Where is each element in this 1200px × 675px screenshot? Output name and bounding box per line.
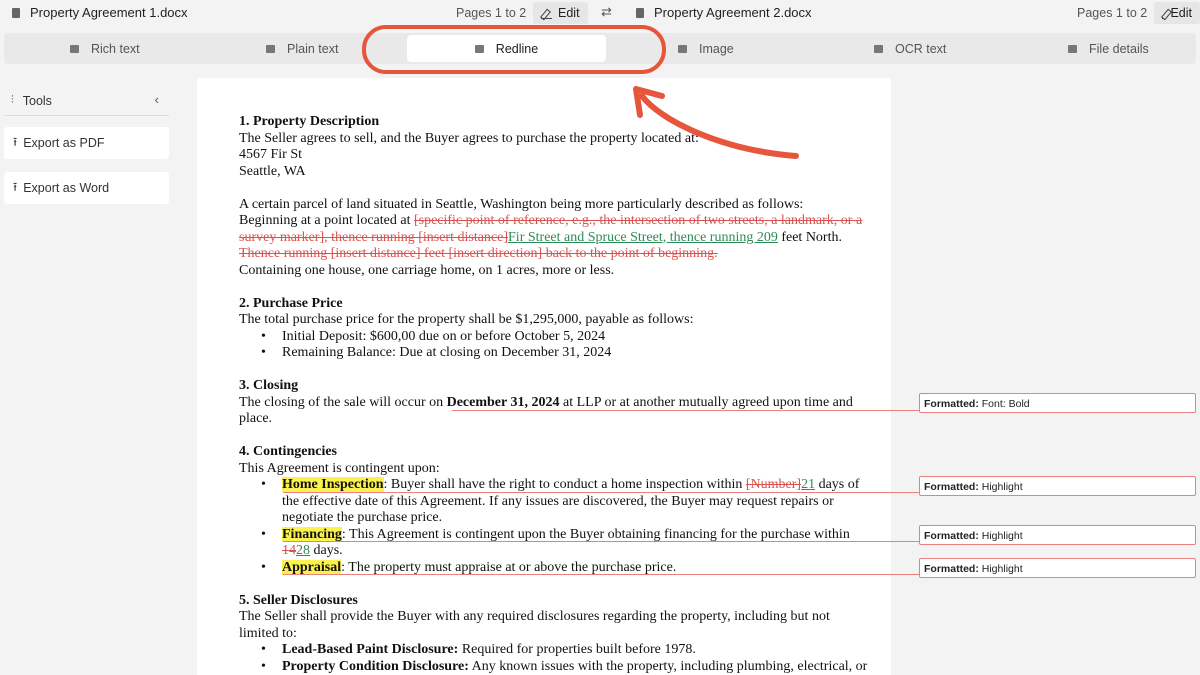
text: : Buyer shall have the right to conduct a home inspection within — [383, 477, 746, 492]
highlighted-label: Home Inspection — [282, 477, 384, 492]
comment-label: Formatted: — [924, 481, 979, 493]
text: Any known issues with the property, including plumbing, electrical, or — [468, 658, 868, 674]
tools-label: Tools — [22, 93, 52, 108]
text: Beginning at a point located at — [239, 213, 414, 228]
highlighted-label: Appraisal — [282, 559, 342, 575]
inserted-text: 21 — [801, 477, 816, 492]
comment-text: Highlight — [978, 481, 1023, 493]
sliders-icon: ⫶ — [11, 94, 14, 106]
upload-icon: ⭱ — [13, 179, 18, 194]
text: days of — [815, 477, 860, 492]
comment-label: Formatted: — [924, 563, 979, 575]
tab-label: Plain text — [287, 41, 339, 56]
bullet-continuation: the effective date of this Agreement. If any issues are discovered, the Buyer may request repairs or — [282, 493, 834, 509]
section-heading: 2. Purchase Price — [239, 295, 343, 311]
tab-label: Rich text — [91, 41, 140, 56]
comment-text: Highlight — [978, 530, 1023, 542]
swap-icon[interactable]: ⇄ — [601, 4, 612, 19]
bullet-item: • Remaining Balance: Due at closing on December 31, 2024 — [239, 345, 879, 362]
bold-date: December 31, 2024 — [446, 394, 560, 410]
upload-icon: ⭱ — [13, 134, 18, 149]
left-document-name: Property Agreement 1.docx — [30, 5, 188, 20]
bold-label: Property Condition Disclosure: — [282, 658, 469, 674]
export-word-label: Export as Word — [23, 181, 110, 195]
text: Required for properties built before 1978. — [458, 642, 696, 657]
text: feet North. — [777, 229, 842, 245]
paragraph-line: A certain parcel of land situated in Seattle, Washington being more particularly described as follows: — [239, 196, 804, 212]
deleted-text: 14 — [282, 543, 296, 558]
bullet-item: • Initial Deposit: $600,00 due on or before October 5, 2024 — [239, 329, 879, 346]
paragraph-line: Seattle, WA — [239, 163, 306, 179]
right-document-name: Property Agreement 2.docx — [654, 5, 812, 20]
tab-label: File details — [1089, 41, 1149, 56]
comment-label: Formatted: — [924, 530, 979, 542]
export-pdf-label: Export as PDF — [23, 136, 105, 150]
chevron-left-icon[interactable]: ‹ — [154, 92, 159, 107]
paragraph-line: Containing one house, one carriage home, on 1 acres, more or less. — [239, 262, 615, 278]
inserted-text: Fir Street and Spruce Street, thence running 209 — [508, 229, 778, 245]
text: : The property must appraise at or above the purchase price. — [341, 559, 677, 575]
tab-label: Image — [699, 41, 734, 56]
comment-text: Highlight — [978, 563, 1023, 575]
section-heading: 1. Property Description — [239, 114, 380, 129]
text: days. — [310, 543, 343, 558]
highlighted-label: Financing — [282, 526, 342, 542]
paragraph-line: place. — [239, 411, 273, 426]
section-heading: 5. Seller Disclosures — [239, 592, 358, 608]
deleted-text: Thence running [insert distance] feet [insert direction] back to the point of beginning. — [239, 246, 718, 261]
paragraph-line: The Seller shall provide the Buyer with any required disclosures regarding the property, including but not — [239, 609, 830, 624]
paragraph-line: This Agreement is contingent upon: — [239, 460, 440, 476]
comment-text: Font: Bold — [978, 398, 1030, 410]
text: The closing of the sale will occur on — [239, 394, 447, 410]
tab-label: OCR text — [895, 41, 947, 56]
deleted-text: [Number] — [745, 477, 802, 492]
left-pages-range[interactable]: Pages 1 to 2 — [456, 6, 527, 20]
text: at LLP or at another mutually agreed upon time and — [559, 394, 853, 410]
paragraph-line: limited to: — [239, 625, 297, 641]
paragraph-line: The total purchase price for the property shall be $1,295,000, payable as follows: — [239, 312, 694, 327]
text: : This Agreement is contingent upon the Buyer obtaining financing for the purchase within — [341, 526, 850, 542]
bold-label: Lead-Based Paint Disclosure: — [282, 642, 459, 657]
section-heading: 4. Contingencies — [239, 444, 337, 459]
tab-label: Redline — [495, 41, 539, 56]
right-edit-label: Edit — [1170, 6, 1192, 20]
right-pages-range[interactable]: Pages 1 to 2 — [1077, 6, 1148, 20]
section-heading: 3. Closing — [239, 378, 299, 393]
inserted-text: 28 — [296, 543, 310, 558]
left-edit-label: Edit — [558, 6, 580, 20]
comment-label: Formatted: — [924, 398, 979, 410]
deleted-text: [specific point of reference, e.g., the intersection of two streets, a landmark, or a — [413, 213, 863, 228]
deleted-text: survey marker], thence running [insert distance] — [239, 229, 509, 245]
bullet-continuation: negotiate the purchase price. — [282, 510, 443, 525]
paragraph-line: The Seller agrees to sell, and the Buyer agrees to purchase the property located at: — [239, 130, 699, 146]
paragraph-line: 4567 Fir St — [239, 147, 303, 162]
